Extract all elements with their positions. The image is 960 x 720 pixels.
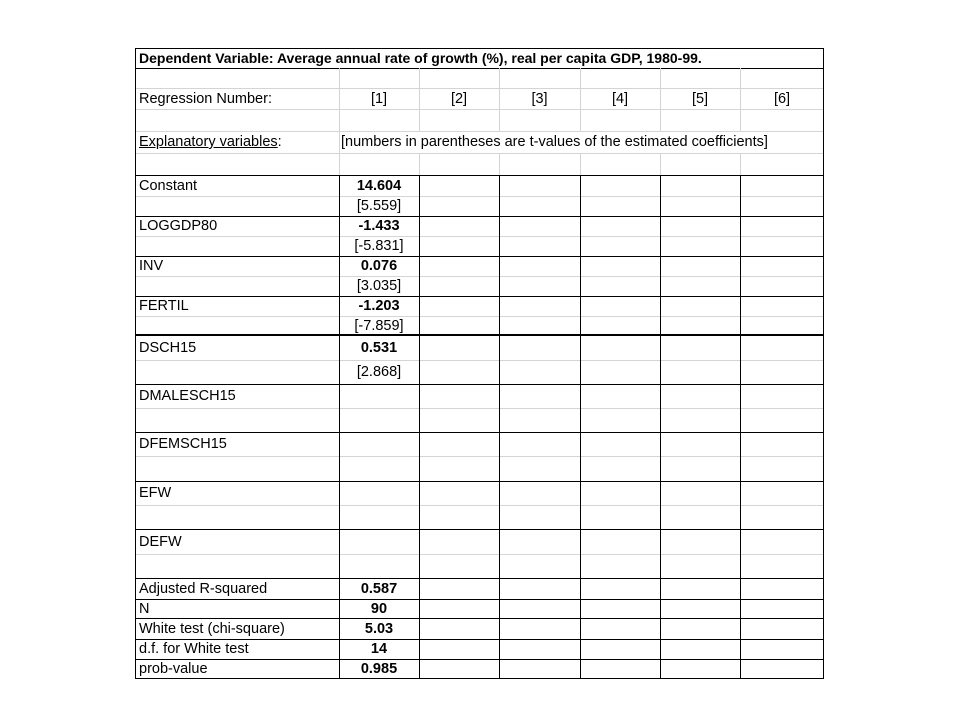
t-value-row-fertil bbox=[135, 316, 824, 335]
gridline bbox=[135, 88, 824, 89]
variable-name: DEFW bbox=[139, 533, 182, 550]
t-value: [2.868] bbox=[356, 364, 402, 380]
stat-name: d.f. for White test bbox=[139, 641, 249, 657]
gridline bbox=[135, 659, 824, 660]
gridline bbox=[339, 68, 340, 175]
gridline bbox=[135, 236, 824, 237]
stat-row-white-test bbox=[135, 618, 824, 639]
regression-number-4: [4] bbox=[611, 90, 629, 107]
variable-row-constant bbox=[135, 176, 824, 196]
gridline bbox=[580, 175, 581, 679]
gridline bbox=[339, 175, 340, 679]
gridline bbox=[499, 68, 500, 131]
gridline bbox=[135, 554, 824, 555]
t-value-row-inv bbox=[135, 276, 824, 296]
variable-row-inv bbox=[135, 256, 824, 276]
t-value bbox=[339, 554, 419, 578]
gridline bbox=[135, 334, 824, 336]
stat-row-n bbox=[135, 599, 824, 618]
gridline bbox=[660, 153, 661, 175]
variable-name: LOGGDP80 bbox=[139, 218, 218, 234]
gridline bbox=[580, 68, 581, 131]
gridline bbox=[135, 316, 824, 317]
regression-table bbox=[135, 48, 824, 679]
t-value bbox=[339, 456, 419, 481]
variable-name: EFW bbox=[139, 485, 172, 501]
t-value-row-loggdp80 bbox=[135, 236, 824, 256]
gridline bbox=[419, 68, 420, 131]
gridline bbox=[580, 153, 581, 175]
gridline bbox=[499, 175, 500, 679]
gridline bbox=[135, 618, 824, 619]
variable-row-dsch15 bbox=[135, 335, 824, 360]
coefficient: 0.531 bbox=[360, 339, 398, 356]
t-value bbox=[339, 505, 419, 529]
stat-name: Adjusted R-squared bbox=[139, 580, 268, 597]
variable-row-efw bbox=[135, 481, 824, 505]
t-value: [3.035] bbox=[356, 278, 402, 294]
gridline bbox=[740, 68, 741, 131]
coefficient: 14.604 bbox=[356, 178, 402, 194]
regression-number-5: [5] bbox=[691, 90, 709, 107]
gridline bbox=[135, 529, 824, 530]
gridline bbox=[135, 153, 824, 154]
gridline bbox=[135, 216, 824, 217]
gridline bbox=[135, 578, 824, 579]
t-value: [5.559] bbox=[356, 198, 402, 214]
variable-name: FERTIL bbox=[139, 298, 189, 314]
gridline bbox=[135, 131, 824, 132]
coefficient bbox=[339, 384, 419, 408]
regression-number-1: [1] bbox=[370, 90, 388, 107]
regression-number-3: [3] bbox=[531, 90, 548, 107]
gridline bbox=[660, 68, 661, 131]
explanatory-label: Explanatory variables : bbox=[139, 134, 282, 150]
gridline bbox=[135, 48, 136, 679]
stat-name: White test (chi-square) bbox=[139, 620, 285, 637]
coefficient: -1.203 bbox=[358, 298, 400, 314]
gridline bbox=[419, 153, 420, 175]
gridline bbox=[135, 109, 824, 110]
stat-name: prob-value bbox=[139, 661, 208, 677]
gridline bbox=[419, 175, 420, 679]
gridline bbox=[135, 360, 824, 361]
gridline bbox=[135, 505, 824, 506]
gridline bbox=[135, 639, 824, 640]
t-value-row-dsch15 bbox=[135, 360, 824, 384]
variable-row-defw bbox=[135, 529, 824, 554]
variable-row-dfemsch15 bbox=[135, 432, 824, 456]
coefficient bbox=[339, 529, 419, 554]
gridline bbox=[660, 175, 661, 679]
gridline bbox=[135, 68, 824, 69]
variable-name: DSCH15 bbox=[139, 339, 197, 356]
stat-row-prob-value bbox=[135, 659, 824, 679]
gridline bbox=[135, 175, 824, 176]
t-value: [-7.859] bbox=[354, 317, 404, 334]
t-value bbox=[339, 408, 419, 432]
title-row bbox=[135, 48, 824, 68]
stat-row-df-white-test bbox=[135, 639, 824, 659]
t-value: [-5.831] bbox=[354, 238, 404, 254]
coefficient bbox=[339, 432, 419, 456]
stat-value: 5.03 bbox=[364, 620, 394, 637]
stat-value: 0.587 bbox=[360, 580, 398, 597]
gridline bbox=[135, 432, 824, 433]
variable-name: Constant bbox=[139, 178, 198, 194]
variable-row-dmalesch15 bbox=[135, 384, 824, 408]
coefficient: -1.433 bbox=[358, 218, 400, 234]
variable-name: DMALESCH15 bbox=[139, 388, 236, 404]
explanatory-row bbox=[135, 131, 824, 153]
gridline bbox=[135, 678, 824, 679]
stat-value: 0.985 bbox=[360, 661, 398, 677]
t-value-row-efw bbox=[135, 505, 824, 529]
gridline bbox=[135, 599, 824, 600]
t-value-row-constant bbox=[135, 196, 824, 216]
explanatory-note: [numbers in parentheses are t-values of the estimated coefficients] bbox=[341, 134, 768, 150]
t-value-row-defw bbox=[135, 554, 824, 578]
stat-value: 14 bbox=[370, 641, 388, 657]
coefficient: 0.076 bbox=[360, 258, 398, 274]
gridline bbox=[135, 296, 824, 297]
gridline bbox=[499, 153, 500, 175]
variable-row-loggdp80 bbox=[135, 216, 824, 236]
regression-number-row bbox=[135, 88, 824, 109]
regression-number-label: Regression Number: bbox=[139, 90, 272, 107]
variable-name: INV bbox=[139, 258, 164, 274]
gridline bbox=[135, 408, 824, 409]
coefficient bbox=[339, 481, 419, 505]
gridline bbox=[135, 196, 824, 197]
gridline bbox=[135, 276, 824, 277]
gridline bbox=[135, 481, 824, 482]
gridline bbox=[135, 48, 824, 49]
table-title: Dependent Variable: Average annual rate of growth (%), real per capita GDP, 1980-99. bbox=[139, 50, 702, 66]
gridline bbox=[135, 456, 824, 457]
gridline bbox=[823, 48, 824, 679]
t-value-row-dmalesch15 bbox=[135, 408, 824, 432]
stat-value: 90 bbox=[370, 600, 388, 617]
t-value-row-dfemsch15 bbox=[135, 456, 824, 481]
stat-row-adjusted-r-squared bbox=[135, 578, 824, 599]
regression-number-2: [2] bbox=[450, 90, 468, 107]
gridline bbox=[740, 153, 741, 175]
variable-name: DFEMSCH15 bbox=[139, 436, 227, 452]
gridline bbox=[135, 256, 824, 257]
regression-number-6: [6] bbox=[773, 90, 791, 107]
gridline bbox=[135, 384, 824, 385]
gridline bbox=[740, 175, 741, 679]
variable-row-fertil bbox=[135, 296, 824, 316]
stat-name: N bbox=[139, 600, 150, 617]
